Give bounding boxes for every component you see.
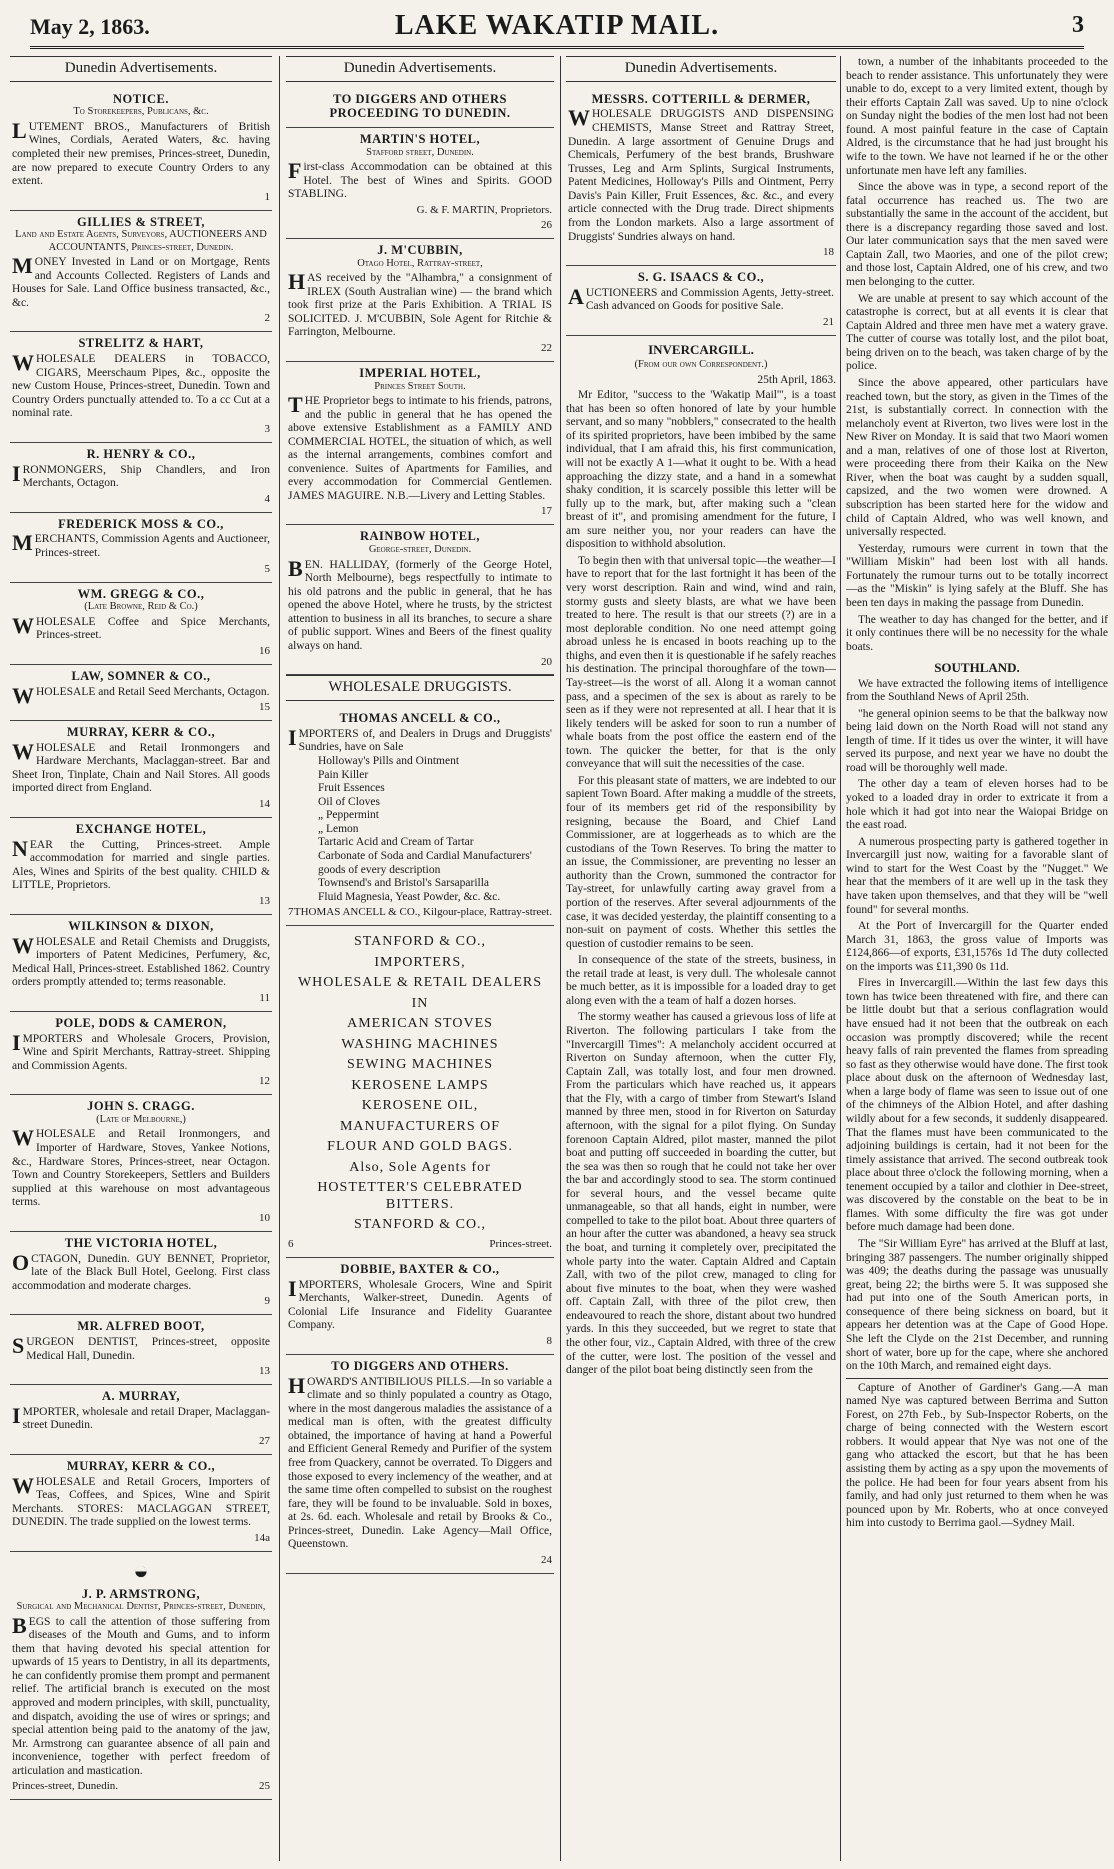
ad-body: IMPORTER, wholesale and retail Draper, Maclaggan-street Dunedin.	[12, 1402, 270, 1432]
list-item: Oil of Cloves	[318, 795, 380, 808]
ad-heading: WM. GREGG & CO.,	[77, 586, 205, 601]
ad-body: WHOLESALE DRUGGISTS AND DISPENSING CHEMISTS, Manse Street and Rattray Street, Dunedin. A large assortment of Genuine Drugs and Chemicals, Perfumery of the best brands, Brushware Trusses, Leg and Arm Splints, Surgical Instruments, Patent Medicines, Holloway's Pills and Ointment, Perry Davis's Pain Killer, Fruit Essences, &c. &c., and every article connected with the Drug trade. Direct shipments from the London markets. Also a large assortment of Druggists' Sundries always on hand.	[568, 105, 834, 243]
ad-heading: MURRAY, KERR & CO.,	[66, 725, 216, 740]
column-3	[566, 56, 836, 1861]
ad-subheading: Otago Hotel, Rattray-street,	[357, 257, 483, 269]
advertisement-list	[10, 88, 272, 1552]
ad-body: BEN. HALLIDAY, (formerly of the George Hotel, North Melbourne), begs respectfully to intimate to his old patrons and the public in general, that he has opened the above Hotel, where he trusts, by the strictest attention to business in all its branches, to secure a share of public support. Wines and Beers of the finest quality always on hand.	[288, 555, 552, 652]
ad-heading: FREDERICK MOSS & CO.,	[58, 516, 224, 531]
article-body	[846, 678, 1108, 1374]
paragraph: "he general opinion seems to be that the balkway now being laid down on the North Road will not stand any length of time. If it tides us over the winter, it will have served its purpose, and next year we have no doubt the road will be thoroughly well made.	[846, 707, 1108, 774]
paragraph: A numerous prospecting party is gathered together in Invercargill just now, waiting for a favorable slant of wind to start for the West Coast by the "Nugget." We hear that the members of it are well up in the task they have taken upon themselves, and that they will be "well found" for several months.	[846, 835, 1108, 916]
ad-heading: JOHN S. CRAGG.	[87, 1099, 195, 1114]
ad-number: 20	[541, 655, 552, 668]
ad-footer	[288, 1238, 552, 1251]
paragraph: Yesterday, rumours were current in town that the "William Miskin" had been lost with all hands. Fortunately the rumour turns out to be totally incorrect—as the "Miskin" is lying safely at the Bluff. She has been ten days in making the passage from Dunedin.	[846, 542, 1108, 609]
paragraph: In consequence of the state of the streets, business, in the retail trade at least, is very dull. The wholesale cannot be much better, as it is impossible for a loaded dray to get along even with the a team of half a dozen horses.	[566, 954, 836, 1007]
ad-number: 18	[823, 246, 834, 259]
advertisement-dentist	[10, 1552, 272, 1801]
advertisement	[286, 239, 554, 362]
ad-heading: EXCHANGE HOTEL,	[75, 822, 207, 836]
page-number: 3	[1072, 12, 1084, 38]
ad-heading: TO DIGGERS AND OTHERS PROCEEDING TO DUNEDIN.	[329, 91, 511, 121]
ad-number: 22	[541, 341, 552, 354]
ad-body: WHOLESALE and Retail Grocers, Importers of Teas, Coffees, and Spices, Wine and Spirit Merchants. STORES: MACLAGGAN STREET, DUNEDIN. The trade supplied on the lowest terms.	[12, 1472, 270, 1529]
paragraph: We have extracted the following items of intelligence from the Southland News of April 25th.	[846, 677, 1108, 704]
ad-heading: GILLIES & STREET,	[76, 214, 206, 229]
advertisement	[10, 818, 272, 915]
ad-number: 14	[259, 798, 270, 811]
ad-body: IMPORTERS, Wholesale Grocers, Wine and Spirit Merchants, Walker-street, Dunedin. Agents of Colonial Life Insurance and Fidelity Guarantee Company.	[288, 1275, 552, 1332]
advertisement	[10, 665, 272, 721]
ad-number: 16	[259, 644, 270, 657]
ad-subheading: Princes Street South.	[374, 380, 466, 392]
paragraph: For this pleasant state of matters, we are indebted to our sapient Town Board. After making a muddle of the streets, four of its members get rid of the responsibility by resigning, because the Board, and Chief Land Commissioner, are at loggerheads as to which are the custodians of the Town Reserves. To bring the matter to an issue, the Commissioner, are preventing no lesser an authority than the Crown, summoned the contractor for Tay-street, for unlawfully carting away gravel from a portion of the reserves. After several adjournments of the case, it was decided yesterday, the plaintiff consenting to a non-suit on payment of costs. Whether this settles the question of custodier remains to be seen.	[566, 774, 836, 950]
paragraph: Since the above was in type, a second report of the fatal occurrence has reached us. The two are substantially the same in the account of the accident, but there is a discrepancy regarding those saved and lost. Our later communication says that the men saved were Captain Zall, two Maories, and one of the pilot crew; and those lost, Captain Aldred, one of his crew, and two men belonging to the cutter.	[846, 181, 1108, 288]
ad-body: WHOLESALE and Retail Chemists and Druggists, importers of Patent Medicines, Perfumery, &c, Medical Hall, Princes-street. Established 1862. Country orders promptly attended to; terms reasonable.	[12, 932, 270, 989]
ad-heading: LAW, SOMNER & CO.,	[71, 668, 211, 683]
paragraph: The "Sir William Eyre" has arrived at the Bluff at last, bringing 387 passengers. The number originally shipped was 409; the deaths during the passage was unusually great, being 22; the births were 5. It was supposed she had put into one of the South American ports, in consequence of there being sickness on board, but it appears her detention was at the Cape of Good Hope. She left the Clyde on the 21st December, and running short of water, bore up for the cape, where she anchored on the 10th March, and remained eight days.	[846, 1238, 1108, 1373]
ad-body: First-class Accommodation can be obtained at this Hotel. The best of Wines and Spirits. GOOD STABLING.	[288, 158, 552, 201]
advertisement	[10, 1315, 272, 1385]
ad-subheading: (Late Browne, Reid & Co.)	[84, 601, 198, 613]
ad-subheading: Surgical and Mechanical Dentist, Princes-street, Dunedin,	[16, 1601, 266, 1613]
display-line: HOSTETTER'S CELEBRATED BITTERS.	[317, 1180, 523, 1212]
advertisement	[10, 583, 272, 665]
ad-heading: IMPERIAL HOTEL,	[359, 365, 481, 380]
ad-body: WHOLESALE and Retail Ironmongers, and Importer of Hardware, Stoves, Yankee Notions, &c., Hardware Stores, Princes-street, near Octagon. Town and Country Storekeepers, Settlers and Builders supplied at this warehouse on most advantageous terms.	[12, 1125, 270, 1209]
advertisement	[10, 1455, 272, 1552]
ad-heading: J. P. ARMSTRONG,	[81, 1586, 201, 1601]
paragraph: town, a number of the inhabitants proceeded to the beach to render assistance. This unfortunately they were unable to do, except to a very limited extent, though by their efforts Captain Zall was saved. Up to nine o'clock on Sunday night the bodies of the men lost had not been found. A most painful feature in the case of Captain Aldred, is the circumstance that he had just brought his wife to the town. We have not learned if he or the other unfortunate men have left any families.	[846, 56, 1108, 177]
ad-number: 17	[541, 505, 552, 518]
ad-heading: THE VICTORIA HOTEL,	[64, 1235, 218, 1250]
ad-footer	[288, 906, 552, 919]
ad-subheading: (Late of Melbourne,)	[96, 1114, 186, 1126]
advertisement	[10, 443, 272, 513]
list-item: Fruit Essences	[318, 782, 385, 795]
list-item: Carbonate of Soda and Cardial Manufacturers' goods of every description	[318, 849, 532, 876]
ad-number: 12	[259, 1075, 270, 1088]
list-item: „ Lemon	[318, 822, 359, 835]
advertisement	[10, 721, 272, 818]
column-4	[846, 56, 1108, 1861]
paragraph: The stormy weather has caused a grievous loss of life at Riverton. The following particulars I take from the "Invercargill Times": A melancholy accident occurred at Riverton on Sunday afternoon, when the cutter Fly, Captain Zall, was totally lost, and four men drowned. From the particulars which have reached us, it appears that the Fly, with a cargo of timber from Stewart's Island manned by three men, stood in for Riverton on Saturday afternoon, with the signal for a pilot flying. On Sunday forenoon Captain Aldred, pilot master, manned the pilot boat and putting off succeeded in boarding the cutter, but the sea was then so rough that he could not take her over the bar and accordingly stood to sea. The storm continued for several hours, and the vessel became quite unmanageable, so that all hands, eight in number, were compelled to take to the pilot boat. About three quarters of an hour after the cutter was abandoned, a heavy sea struck the boat, and turning it completely over, precipitated the whole party into the water. Captain Aldred and Captain Zall, with two of the pilot crew, managed to cling for about five minutes to the boat, when they were washed off. Captain Zall, with three of the pilot crew, then endeavoured to reach the shore, distant about two hundred yards. In this they succeeded, but we regret to state that the other four, viz., Captain Aldred, with three of the crew of the cutter, were lost. The position of the vessel and danger of the pilot boat being distinctly seen from the	[566, 1011, 836, 1377]
column-1	[10, 56, 272, 1861]
advertisement-ancell	[286, 707, 554, 926]
ad-heading: MESSRS. COTTERILL & DERMER,	[591, 91, 811, 106]
paragraph: We are unable at present to say which account of the catastrophe is correct, but at all events it is clear that Captain Aldred and three men have met a watery grave. The cutter of course was totally lost, and the pilot boat, being driven on to the beach, was taken charge of by the police.	[846, 292, 1108, 373]
ad-subheading: George-street, Dunedin.	[368, 544, 472, 556]
display-line: WHOLESALE & RETAIL DEALERS	[297, 975, 543, 991]
article-heading: INVERCARGILL.	[648, 341, 754, 357]
ad-footer	[12, 1780, 270, 1793]
ad-body: OCTAGON, Dunedin. GUY BENNET, Proprietor, late of the Black Bull Hotel, Geelong. First class accommodation and moderate charges.	[12, 1249, 270, 1292]
list-item: „ Peppermint	[318, 809, 379, 822]
ad-number: 2	[264, 312, 270, 325]
ad-body: IMPORTERS and Wholesale Grocers, Provision, Wine and Spirit Merchants, Rattray-street. Shipping and Commission Agents.	[12, 1029, 270, 1072]
advertisement	[286, 525, 554, 675]
paragraph: At the Port of Invercargill for the Quarter ended March 31, 1863, the gross value of Imports was £124,866—of exports, £31,1576s 1d The duty collected on the imports was £11,390 0s 11d.	[846, 920, 1108, 973]
ad-number: 26	[541, 218, 552, 231]
ad-body: WHOLESALE and Retail Seed Merchants, Octagon.	[12, 682, 270, 708]
paragraph: The other day a team of eleven horses had to be yoked to a loaded dray in order to extricate it from a hole which it had got into near the Waiopai Bridge on the east road.	[846, 778, 1108, 832]
paragraph: Capture of Another of Gardiner's Gang.—A man named Nye was captured between Berrima and Sutton Forest, on 27th Feb., by Sub-Inspector Roberts, on the charge of being connected with the Western escort robbers. It would appear that Nye was not one of the gang who attacked the escort, but that he has been assisting them by acting as a spy upon the movements of the police. He had been for four years absent from his family, and had only just returned to them when he was pounced upon by Mr. Roberts, who at once conveyed him into custody to Berrima gaol.—Sydney Mail.	[846, 1381, 1108, 1530]
advertisement	[286, 362, 554, 526]
ad-body: WHOLESALE Coffee and Spice Merchants, Princes-street.	[12, 612, 270, 642]
article-date: 25th April, 1863.	[757, 373, 836, 386]
ad-heading: A. MURRAY,	[101, 1389, 181, 1404]
ad-address: Princes-street, Dunedin.	[12, 1780, 118, 1793]
display-line: STANFORD & CO.,	[353, 934, 487, 950]
column-rule	[840, 56, 841, 1861]
ad-body: MERCHANTS, Commission Agents and Auctioneer, Princes-street.	[12, 530, 270, 559]
ad-subheading: Stafford street, Dunedin.	[366, 146, 474, 158]
ad-heading: WILKINSON & DIXON,	[68, 918, 214, 933]
display-line: MANUFACTURERS OF	[339, 1118, 501, 1134]
ad-number: 3	[264, 422, 270, 435]
article-body	[846, 56, 1108, 654]
ad-number: 7	[288, 906, 294, 919]
display-line: IMPORTERS,	[374, 954, 466, 970]
ad-body: SURGEON DENTIST, Princes-street, opposite Medical Hall, Dunedin.	[12, 1332, 270, 1362]
ad-number: 25	[259, 1780, 270, 1793]
display-line: KEROSENE OIL,	[361, 1098, 479, 1114]
ad-heading: J. M'CUBBIN,	[377, 242, 463, 257]
advertisement	[10, 88, 272, 211]
list-item: Tartaric Acid and Cream of Tartar	[318, 836, 474, 849]
ad-number: 13	[259, 895, 270, 907]
newspaper-title: LAKE WAKATIP MAIL.	[394, 10, 720, 41]
list-item: Fluid Magnesia, Yeast Powder, &c. &c.	[318, 890, 501, 903]
ad-heading: TO DIGGERS AND OTHERS.	[331, 1358, 509, 1373]
ad-number: 1	[264, 190, 270, 203]
section-header: Dunedin Advertisements.	[286, 56, 554, 82]
advertisement	[566, 88, 836, 266]
paragraph: Fires in Invercargill.—Within the last few days this town has twice been threatened with fire, and there can be little doubt but that a serious conflagration would have ensued had it not been that the outbreak on each occasion was promptly discovered; while the recent heavy falls of rain prevented the flames from spreading so fast as they otherwise would have done. The first took place about dusk on the afternoon of Wednesday last, when a large body of flame was seen to issue out of one of the chimneys of the Albion Hotel, and after dashing wildly about for a few seconds, it suddenly disappeared. That the flames must have been communicated to the adjoining buildings is certain, had it not been for the timely assistance that arrived. The second outbreak took place about three o'clock the following morning, when a tenement occupied by a tailor and clothier in Dee-street, was discovered by the constable on the beat to be in flames. With some difficulty the fire was got under before much damage had been done.	[846, 977, 1108, 1234]
ad-heading: RAINBOW HOTEL,	[360, 529, 480, 544]
ad-heading: POLE, DODS & CAMERON,	[55, 1015, 227, 1030]
ad-body: HAS received by the "Alhambra," a consignment of IRLEX (South Australian wine) — the brand which took first prize at the Paris Exhibition. A TRIAL IS SOLICITED. J. M'CUBBIN, Sole Agent for Ritchie & Farrington, Melbourne.	[288, 269, 552, 339]
ad-subheading: Land and Estate Agents, Surveyors, AUCTIONEERS AND ACCOUNTANTS, Princes-street, Dunedin.	[15, 229, 267, 253]
ad-number: 21	[823, 315, 834, 328]
ad-address: Princes-street.	[489, 1237, 552, 1250]
display-line: WASHING MACHINES	[341, 1036, 499, 1052]
advertisement	[286, 88, 554, 129]
advertisement	[10, 1232, 272, 1315]
ad-heading: S. G. ISAACS & CO.,	[637, 270, 765, 285]
advertisement-dobbie	[286, 1258, 554, 1355]
ad-body: IRONMONGERS, Ship Chandlers, and Iron Merchants, Octagon.	[12, 460, 270, 490]
dentures-illustration: ◒	[133, 1555, 149, 1585]
ad-subheading: To Storekeepers, Publicans, &c.	[73, 106, 209, 118]
issue-date: May 2, 1863.	[30, 14, 150, 39]
advertisement	[10, 1095, 272, 1231]
display-line: SEWING MACHINES	[346, 1057, 494, 1073]
ad-number: 14a	[254, 1531, 270, 1544]
column-2	[286, 56, 554, 1861]
display-line: KEROSENE LAMPS	[351, 1077, 489, 1093]
ad-heading: THOMAS ANCELL & CO.,	[339, 711, 501, 726]
paragraph: Since the above appeared, other particulars have reached town, but the story, as given in the Times of the 21st, is substantially correct. In connection with the melancholy event at Riverton, two lives were lost in the New River on Monday. It is said that two Maori women and a man, relatives of one of those lost at Riverton, were proceeding there from their Kaika on the New River, when the boat was caught by a sudden squall, capsized, and the two women were drowned. A subscription has been started here for the widow and child of Captain Aldred, who was well known, and universally respected.	[846, 376, 1108, 539]
display-line: AMERICAN STOVES	[347, 1016, 493, 1032]
masthead	[30, 6, 1084, 49]
ad-body: WHOLESALE DEALERS in TOBACCO, CIGARS, Meerschaum Pipes, &c., opposite the new Custom House, Princes-street, Dunedin. Town and Country Orders punctually attended to. To a cc Cut at a nominal rate.	[12, 350, 270, 420]
paragraph: The weather to day has changed for the better, and if it only continues there will be no necessity for the whale boats.	[846, 613, 1108, 653]
advertisement	[286, 128, 554, 239]
ad-body: NEAR the Cutting, Princes-street. Ample accommodation for married and single parties. Ales, Wines and Spirits of the best quality. CHILD & LITTLE, Proprietors.	[12, 835, 270, 892]
ad-body: BEGS to call the attention of those suffering from diseases of the Mouth and Gums, and to inform them that having devoted his special attention for upwards of 15 years to Dentistry, in all its departments, he can confidently promise them prompt and permanent relief. The artificial branch is executed on the most approved and modern principles, with skill, punctuality, and dispatch, avoiding the use of wires or springs; and special attention being paid to the anatomy of the jaw, Mr. Armstrong can guarantee absence of all pain and inconvenience, together with perfect freedom of articulation and mastication.	[12, 1612, 270, 1777]
ad-body: HOWARD'S ANTIBILIOUS PILLS.—In so variable a climate and so thinly populated a country as Otago, where in the most dangerous maladies the assistance of a medical man is often, with the greatest difficulty obtained, the importance of having at hand a Powerful and Efficient General Remedy and Purifier of the system free from Quackery, cannot be overrated. To Diggers and those exposed to every inclemency of the weather, and at the same time often compelled to subsist on the roughest fare, they will be found to be invaluable. Sold in boxes, at 2s. 6d. each. Wholesale and retail by Brooks & Co., Princes-street, Dunedin. Lake Agency—Mail Office, Queenstown.	[288, 1372, 552, 1551]
section-header: Dunedin Advertisements.	[10, 56, 272, 82]
ad-body: MONEY Invested in Land or on Mortgage, Rents and Accounts Collected. Registers of Lands and Houses for Sale. Land Office business transacted, &c., &c.	[12, 253, 270, 309]
ad-heading: NOTICE.	[113, 91, 169, 106]
advertisement	[10, 1012, 272, 1095]
paragraph: Mr Editor, "success to the 'Wakatip Mail'", is a toast that has been so often honored of late by your humble servant, and so many "nobblers," consecrated to the health of its spirited proprietors, have been imbibed by the same individual, that I am afraid this, his first communication, will not be exactly A 1—what it ought to be. With a head approaching the dizzy state, and a hand in a somewhat shaky condition, it is scarcely possible this letter will be fully up to the mark, but, after making such a "clean breast of it", and promising amendment for the future, I am sure neither you, nor your readers can have the disposition to withhold absolution.	[566, 389, 836, 551]
display-line: IN	[411, 995, 429, 1011]
advertisement-stanford	[286, 926, 554, 1258]
ad-number: 11	[259, 991, 270, 1004]
article-heading: SOUTHLAND.	[934, 660, 1020, 676]
advertisement	[566, 266, 836, 336]
list-item: Holloway's Pills and Ointment	[318, 755, 460, 768]
ad-body: IMPORTERS of, and Dealers in Drugs and Druggists' Sundries, have on Sale	[288, 724, 552, 754]
advertisement	[10, 211, 272, 333]
column-rule	[279, 56, 280, 1861]
ad-heading: DOBBIE, BAXTER & CO.,	[340, 1261, 500, 1276]
list-item: Pain Killer	[318, 768, 369, 781]
ad-number: 27	[259, 1434, 270, 1447]
news-item-capture	[846, 1378, 1108, 1531]
ad-heading: STRELITZ & HART,	[78, 336, 204, 351]
section-header: WHOLESALE DRUGGISTS.	[286, 675, 554, 701]
paragraph: To begin then with that universal topic—the weather—I have to report that for the last fortnight it has been of the very worst description. Rain and wind, wind and rain, stormy gusts and sleety blasts, are what we have been treated to here. The result is that our streets (?) are in a most deplorable condition. No one need attempt going abroad unless he is encased in boots reaching up to the thighs, and even then it is questionable if he safely reaches his destination. The principal thoroughfare of the town—Tay-street—is the worst of all. Along it a woman cannot pass, and a specimen of the sex is about as rarely to be seen as if they were not represented at all. I hear that it is likely tenders will be asked for soon to run a number of whale boats from the post office the eastern end of the town. The quicker the better, for that is the only conveyance that will suit the necessities of the case.	[566, 554, 836, 771]
section-header: Dunedin Advertisements.	[566, 56, 836, 82]
column-rule	[560, 56, 561, 1861]
advertisement-list	[566, 88, 836, 336]
ad-body: WHOLESALE and Retail Ironmongers and Hardware Merchants, Maclaggan-street. Bar and Sheet Iron, Tinplate, Chain and Nail Stores. All goods imported direct from England.	[12, 738, 270, 795]
ad-body: THE Proprietor begs to intimate to his friends, patrons, and the public in general that he has opened the above extensive Establishment as a FAMILY AND COMMERCIAL HOTEL, the situation of which, as well as the internal arrangements, combines comfort and convenience. Suites of Apartments for Families, and every accommodation for Commercial Gentlemen. JAMES MAGUIRE. N.B.—Livery and Letting Stables.	[288, 391, 552, 502]
display-lines	[288, 934, 552, 1234]
ad-number: 6	[288, 1237, 294, 1250]
article-continued	[846, 56, 1108, 1531]
ad-number: 9	[264, 1295, 270, 1308]
ad-body: LUTEMENT BROS., Manufacturers of British Wines, Cordials, Aerated Waters, &c. having completed their new premises, Princes-street, Dunedin, are now prepared to execute Country Orders to any extent.	[12, 117, 270, 188]
article-invercargill	[566, 342, 836, 1378]
ad-number: 10	[259, 1211, 270, 1224]
advertisement	[10, 332, 272, 443]
item-list	[288, 755, 552, 904]
advertisement	[10, 513, 272, 583]
ad-number: 15	[259, 701, 270, 714]
display-line: STANFORD & CO.,	[353, 1217, 487, 1233]
advertisement-pills	[286, 1355, 554, 1574]
advertisement-list	[286, 88, 554, 676]
ad-number: 24	[541, 1553, 552, 1566]
ad-heading: MARTIN'S HOTEL,	[359, 132, 481, 147]
ad-number: 8	[546, 1334, 552, 1347]
list-item: Townsend's and Bristol's Sarsaparilla	[318, 877, 490, 890]
ad-number: 13	[259, 1365, 270, 1378]
ad-signature: G. & F. MARTIN, Proprietors.	[416, 204, 552, 216]
advertisement	[10, 1385, 272, 1455]
ad-number: 5	[264, 562, 270, 575]
display-line: Also, Sole Agents for	[349, 1159, 491, 1175]
advertisement	[10, 915, 272, 1012]
display-line: FLOUR AND GOLD BAGS.	[327, 1139, 513, 1155]
article-body	[566, 389, 836, 1378]
ad-body: AUCTIONEERS and Commission Agents, Jetty-street. Cash advanced on Goods for positive Sale.	[568, 283, 834, 313]
ad-heading: MR. ALFRED BOOT,	[77, 1319, 205, 1334]
article-byline: (From our own Correspondent.)	[634, 359, 768, 371]
ad-number: 4	[264, 492, 270, 505]
ad-heading: MURRAY, KERR & CO.,	[66, 1458, 216, 1473]
ad-heading: R. HENRY & CO.,	[86, 446, 196, 461]
ad-signature: THOMAS ANCELL & CO., Kilgour-place, Rattray-street.	[293, 906, 552, 919]
